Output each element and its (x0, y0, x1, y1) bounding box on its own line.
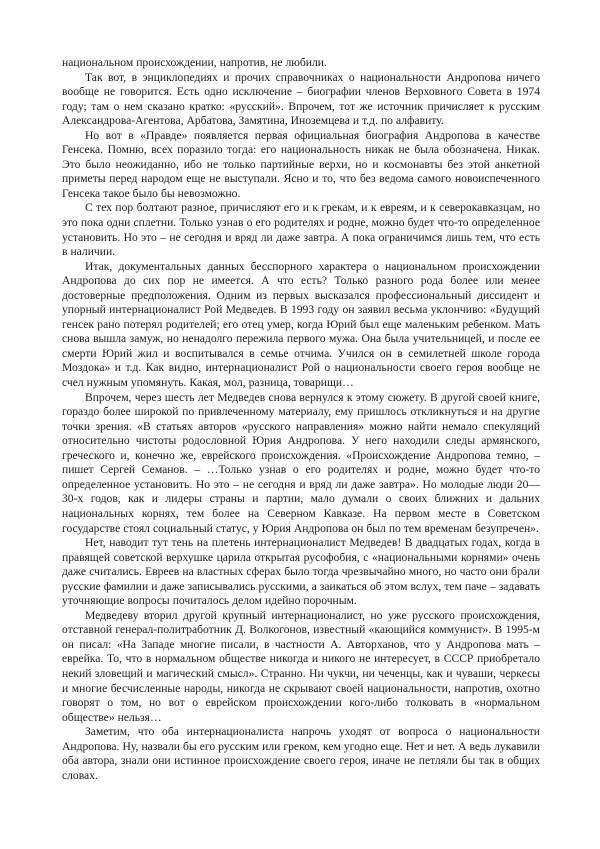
paragraph: Так вот, в энциклопедиях и прочих справочниках о национальности Андропова ничего вообще не говорится. Есть одно исключение – биографии членов Верховного Совета в 1974 году; там о нем сказано кратко: «русский». Впрочем, тот же источник причисляет к русским Александрова-Агентова, Арбатова, Замятина, Иноземцева и т.д. по алфавиту. (62, 70, 540, 128)
paragraph: Впрочем, через шесть лет Медведев снова вернулся к этому сюжету. В другой своей книге, гораздо более широкой по привлеченному материалу, ему пришлось откликнуться и на другие точки зрения. «В статьях авторов «русского направления» можно найти немало спекуляций относительно чистоты родословной Юрия Андропова. У него находили следы армянского, греческого и, конечно же, еврейского происхождения. «Происхождение Андропова темно, – пишет Сергей Семанов. – …Только узнав о его родителях и родне, можно будет что-то определенное установить. Но это – не сегодня и вряд ли даже завтра». Но молодые люди 20—30-х годов, как и лидеры страны и партии, мало думали о своих ближних и дальних национальных корнях, тем более на Северном Кавказе. На первом месте в Советском государстве стоял социальный статус, у Юрия Андропова он был по тем временам безупречен». (62, 390, 540, 535)
paragraph: Медведеву вторил другой крупный интернационалист, но уже русского происхождения, отставной генерал-политработник Д. Волкогонов, известный «кающийся коммунист». В 1995-м он писал: «На Западе многие писали, в частности А. Авторханов, что у Андропова мать – еврейка. То, что в нормальном обществе никогда и никого не интересует, в СССР приобретало некий зловещий и магический смысл». Странно. Ни чукчи, ни чеченцы, как и чуваши, черкесы и многие бесчисленные народы, никогда не скрывают своей национальности, напротив, охотно говорят о том, но вот о еврейском происхождении кого-либо толковать в «нормальном обществе» нельзя… (62, 608, 540, 724)
paragraph: Но вот в «Правде» появляется первая официальная биография Андропова в качестве Генсека. Помню, всех поразило тогда: его национальность никак не была обозначена. Никак. Это было неожиданно, ибо не только партийные верхи, но и космонавты без этой анкетной приметы перед народом еще не выступали. Ясно и то, что без ведома самого новоиспеченного Генсека такое было бы невозможно. (62, 128, 540, 200)
paragraph: С тех пор болтают разное, причисляют его и к грекам, и к евреям, и к северокавказцам, но это пока одни сплетни. Только узнав о его родителях и родне, можно будет что-то определенное установить. Но это – не сегодня и вряд ли даже завтра. А пока ограничимся лишь тем, что есть в наличии. (62, 201, 540, 259)
paragraph: Итак, документальных данных бесспорного характера о национальном происхождении Андропова до сих пор не имеется. А что есть? Только разного рода более или менее достоверные предположения. Одним из первых высказался профессиональный диссидент и упорный интернационалист Рой Медведев. В 1993 году он заявил весьма уклончиво: «Будущий генсек рано потерял родителей; его отец умер, когда Юрий был еще маленьким ребенком. Мать снова вышла замуж, но ненадолго пережила первого мужа. Она была учительницей, и после ее смерти Юрий жил и воспитывался в семье отчима. Учился он в семилетней школе города Моздока» и т.д. Как видно, интернационалист Рой о национальности своего героя вообще не счел нужным упомянуть. Какая, мол, разница, товарищи… (62, 259, 540, 390)
paragraph: Нет, наводит тут тень на плетень интернационалист Медведев! В двадцатых годах, когда в правящей советской верхушке царила открытая русофобия, с «национальными корнями» очень даже считались. Евреев на властных сферах было тогда чрезвычайно много, но часто они брали русские фамилии и даже записывались русскими, а заикаться об этом вслух, тем паче – задавать уточняющие вопросы почиталось делом идейно порочным. (62, 536, 540, 608)
page-text-body (62, 56, 540, 783)
paragraph: национальном происхождении, напротив, не любили. (62, 56, 327, 69)
paragraph: Заметим, что оба интернационалиста напрочь уходят от вопроса о национальности Андропова. Ну, назвали бы его русским или греком, кем угодно еще. Нет и нет. А ведь лукавили оба автора, знали они истинное происхождение своего героя, иначе не петляли бы так в общих словах. (62, 725, 540, 782)
